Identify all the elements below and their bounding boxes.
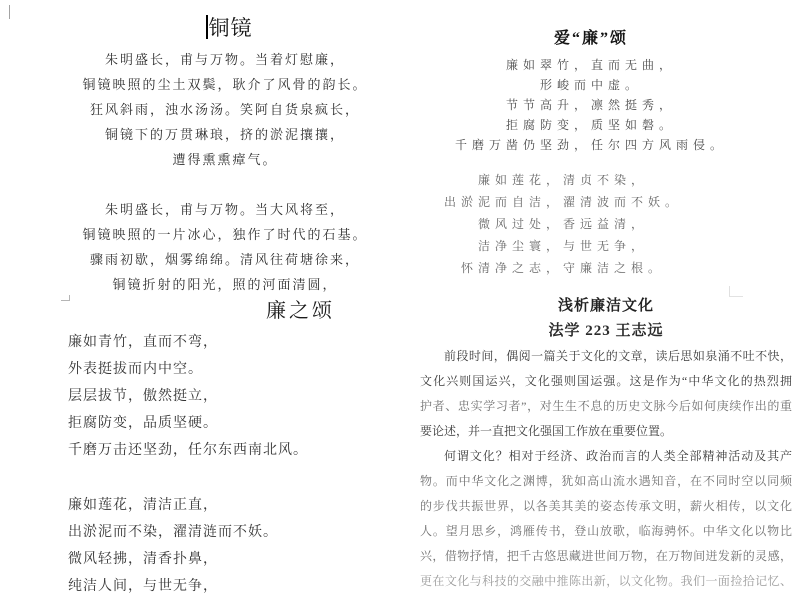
- poem-line[interactable]: 节节高升，凛然挺秀，: [505, 98, 676, 112]
- essay-line[interactable]: 前段时间，偶阅一篇关于文化的文章，读后思如泉涌不吐不快，: [444, 349, 792, 363]
- poem-line[interactable]: 廉如青竹，直而不弯，: [68, 335, 218, 350]
- poem-ode-to-integrity-title[interactable]: 廉之颂: [266, 300, 335, 322]
- poem-line[interactable]: 朱明盛长，甫与万物。当着灯慰廉，: [104, 52, 345, 67]
- essay-title[interactable]: 浅析廉洁文化: [557, 298, 654, 314]
- poem-line[interactable]: 洁净尘寰，与世无争，: [477, 239, 648, 253]
- poem-line[interactable]: 铜镜映照的一片冰心，独作了时代的石基。: [82, 227, 368, 242]
- poem-line[interactable]: 铜镜映照的尘土双鬓，耿介了风骨的韵长。: [82, 77, 368, 92]
- essay-line[interactable]: 人。望月思乡，鸿雁传书，登山放歌，临海骋怀。中华文化以物比: [420, 524, 792, 538]
- poem-bronze-mirror-title[interactable]: 铜镜: [208, 16, 253, 40]
- poem-line[interactable]: 微风轻拂，清香扑鼻，: [68, 552, 218, 567]
- essay-line[interactable]: 的步伐共振世界，以各美其美的姿态传承文明，薪火相传，以文化: [420, 499, 792, 513]
- poem-line[interactable]: 微风过处，香远益清，: [477, 217, 648, 231]
- essay-line[interactable]: 文化兴则国运兴，文化强则国运强。这是作为“中华文化的热烈拥: [420, 374, 792, 388]
- poem-line[interactable]: 拒腐防变，品质坚硬。: [68, 416, 218, 431]
- poem-ode-to-integrity-stanza2[interactable]: [68, 492, 278, 600]
- poem-love-lian-ode-stanza2[interactable]: [398, 169, 728, 279]
- poem-line[interactable]: 朱明盛长，甫与万物。当大风将至，: [104, 202, 345, 217]
- poem-line[interactable]: 怀清净之志，守廉洁之根。: [460, 261, 665, 275]
- essay-line[interactable]: 要论述，并一直把文化强国工作放在重要位置。: [420, 424, 673, 438]
- poem-line[interactable]: 拒腐防变，质坚如磐。: [505, 118, 676, 132]
- poem-line[interactable]: 层层拔节，傲然挺立，: [68, 389, 218, 404]
- essay-line[interactable]: 物。而中华文化之渊博，犹如高山流水遇知音，在不同时空以同频: [420, 474, 792, 488]
- poem-line[interactable]: 铜镜折射的阳光，照的河面清圆，: [112, 277, 338, 292]
- poem-bronze-mirror-title-row[interactable]: [0, 12, 458, 42]
- poem-line[interactable]: 狂风斜雨，浊水汤汤。笑阿自货泉疯长，: [89, 102, 360, 117]
- essay-line[interactable]: 何谓文化？相对于经济、政治而言的人类全部精神活动及其产: [444, 449, 792, 463]
- essay-paragraph-1[interactable]: [420, 344, 792, 444]
- poem-line[interactable]: 铜镜下的万贯琳琅，挤的淤泥攘攘，: [104, 127, 345, 142]
- poem-line[interactable]: 外表挺拔而内中空。: [68, 362, 203, 377]
- poem-line[interactable]: 廉如莲花，清洁正直，: [68, 498, 218, 513]
- poem-line[interactable]: 纯洁人间，与世无争，: [68, 579, 218, 594]
- poem-line[interactable]: 形峻而中虚。: [539, 78, 642, 92]
- poem-line[interactable]: 千磨万击还坚劲，任尔东西南北风。: [68, 443, 308, 458]
- poem-ode-to-integrity-stanza1[interactable]: [68, 329, 308, 464]
- essay-line[interactable]: 更在文化与科技的交融中推陈出新，以文化物。我们一面捡拾记忆、: [420, 574, 792, 588]
- poem-line[interactable]: 骤雨初歇，烟雾绵绵。清风往荷塘徐来，: [89, 252, 360, 267]
- poem-line[interactable]: 廉如翠竹，直而无曲，: [505, 58, 676, 72]
- poem-line[interactable]: 遭得熏熏瘴气。: [172, 152, 278, 167]
- essay-line[interactable]: 护者、忠实学习者”，对生生不息的历史文脉今后如何庚续作出的重: [420, 399, 792, 413]
- poem-love-lian-ode-title[interactable]: 爱“廉”颂: [553, 30, 628, 47]
- poem-love-lian-ode-stanza1[interactable]: [426, 55, 756, 155]
- text-caret-icon: [206, 15, 208, 39]
- essay-paragraph-2[interactable]: [420, 444, 792, 594]
- essay-line[interactable]: 兴，借物抒情，把千古悠思藏进世间万物，在万物间迸发新的灵感，: [420, 549, 792, 563]
- poem-line[interactable]: 千磨万凿仍坚劲，任尔四方风雨侵。: [454, 138, 727, 152]
- essay-byline[interactable]: 法学 223 王志远: [548, 323, 664, 339]
- poem-bronze-mirror-stanza2[interactable]: [20, 197, 430, 297]
- poem-line[interactable]: 出淤泥而不染，濯清涟而不妖。: [68, 525, 278, 540]
- poem-bronze-mirror-stanza1[interactable]: [20, 47, 430, 172]
- poem-line[interactable]: 廉如莲花，清贞不染，: [477, 173, 648, 187]
- poem-line[interactable]: 出淤泥而自洁，濯清波而不妖。: [443, 195, 682, 209]
